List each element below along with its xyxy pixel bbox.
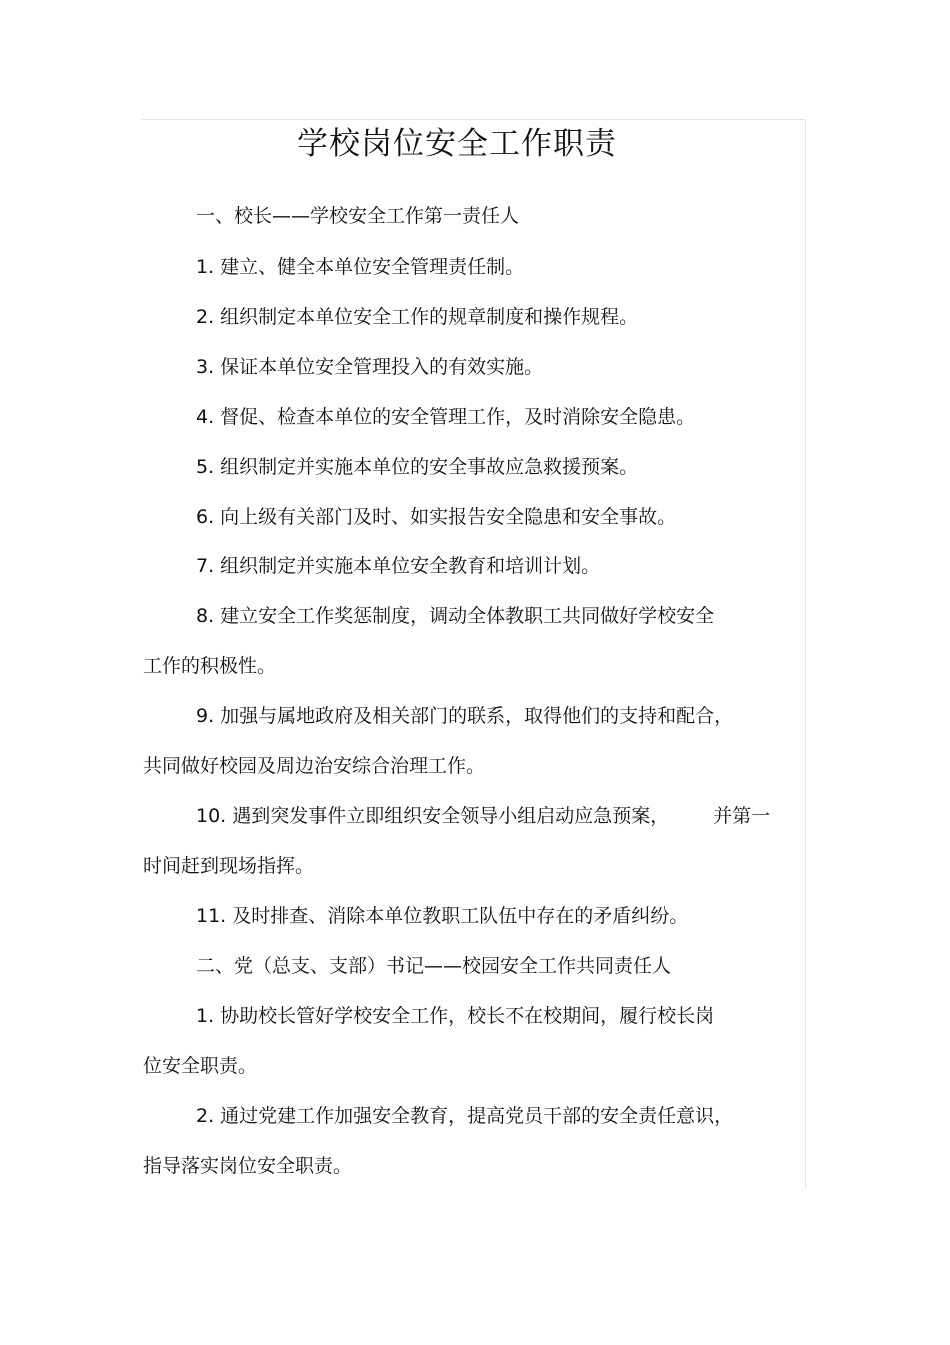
paragraph-line: 1. 建立、健全本单位安全管理责任制。 bbox=[196, 256, 525, 278]
paragraph-line: 9. 加强与属地政府及相关部门的联系，取得他们的支持和配合， bbox=[196, 705, 734, 727]
paragraph-line: 1. 协助校长管好学校安全工作，校长不在校期间，履行校长岗 bbox=[196, 1005, 715, 1027]
paragraph-line: 共同做好校园及周边治安综合治理工作。 bbox=[143, 755, 486, 777]
section-heading-principal: 一、校长——学校安全工作第一责任人 bbox=[196, 205, 520, 227]
paragraph-line: 2. 通过党建工作加强安全教育，提高党员干部的安全责任意识， bbox=[196, 1105, 734, 1127]
paragraph-line: 位安全职责。 bbox=[143, 1055, 258, 1077]
paragraph-line: 指导落实岗位安全职责。 bbox=[143, 1155, 353, 1177]
paragraph-line bbox=[196, 801, 770, 831]
paragraph-line: 4. 督促、检查本单位的安全管理工作，及时消除安全隐患。 bbox=[196, 406, 696, 428]
paragraph-text: 10. 遇到突发事件立即组织安全领导小组启动应急预案， bbox=[196, 805, 670, 827]
paragraph-line: 7. 组织制定并实施本单位安全教育和培训计划。 bbox=[196, 555, 601, 577]
paragraph-line: 11. 及时排查、消除本单位教职工队伍中存在的矛盾纠纷。 bbox=[196, 905, 689, 927]
section-heading-secretary: 二、党（总支、支部）书记——校园安全工作共同责任人 bbox=[196, 955, 672, 977]
paragraph-text: 并第一 bbox=[713, 805, 771, 827]
paragraph-line: 5. 组织制定并实施本单位的安全事故应急救援预案。 bbox=[196, 456, 639, 478]
paragraph-line: 3. 保证本单位安全管理投入的有效实施。 bbox=[196, 356, 544, 378]
paragraph-line: 工作的积极性。 bbox=[143, 655, 277, 677]
paragraph-line: 6. 向上级有关部门及时、如实报告安全隐患和安全事故。 bbox=[196, 506, 677, 528]
paragraph-line: 8. 建立安全工作奖惩制度，调动全体教职工共同做好学校安全 bbox=[196, 605, 715, 627]
paragraph-line: 时间赶到现场指挥。 bbox=[143, 855, 315, 877]
paragraph-line: 2. 组织制定本单位安全工作的规章制度和操作规程。 bbox=[196, 306, 639, 328]
document-title: 学校岗位安全工作职责 bbox=[297, 126, 617, 162]
